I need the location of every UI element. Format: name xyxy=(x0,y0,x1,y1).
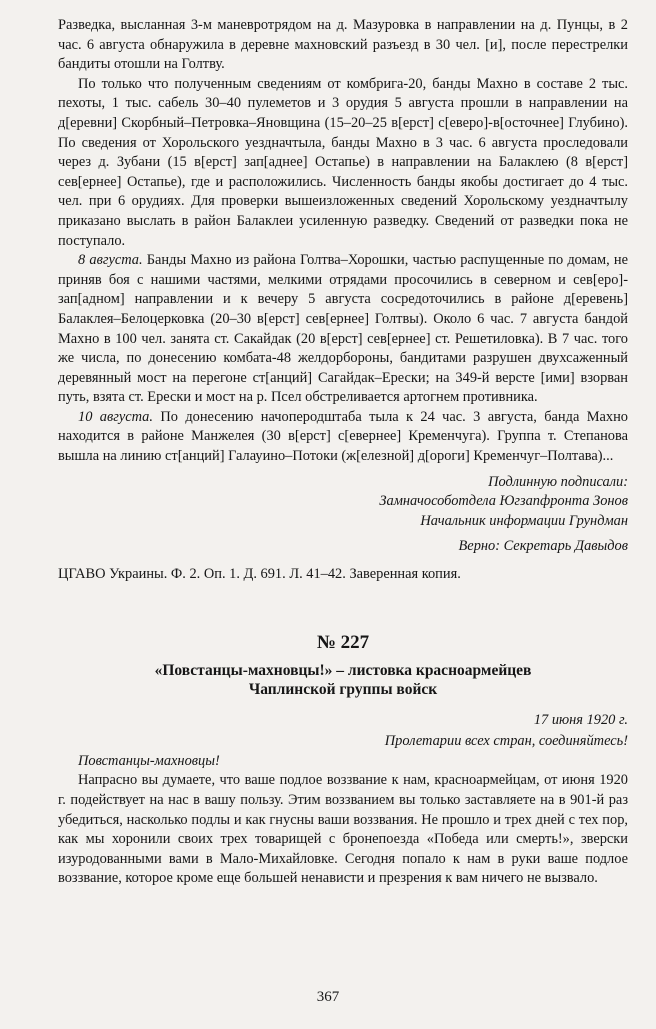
document-date: 17 июня 1920 г. xyxy=(533,711,628,728)
signature-zonov: Замначособотдела Югзапфронта Зонов xyxy=(379,493,628,510)
document-slogan: Пролетарии всех стран, соединяйтесь! xyxy=(384,733,628,750)
signature-verified: Верно: Секретарь Давыдов xyxy=(458,538,628,555)
archive-source: ЦГАВО Украины. Ф. 2. Оп. 1. Д. 691. Л. 41–42. Заверенная копия. xyxy=(58,566,461,583)
paragraph-aug8 xyxy=(58,251,628,408)
document-salutation: Повстанцы-махновцы! xyxy=(78,752,220,769)
text-aug8: Банды Махно из района Голтва–Хорошки, частью распущенные по домам, не приняв боя с нашими частями, мелкими отрядами просочились в северном и сев[еро]-зап[адном] направлении и к вечеру 5 августа сосредоточились в районе д[еревень] Балаклея–Белоцерковка (20–30 в[ерст] сев[ернее] Голтвы). Около 6 час. 7 августа бандой Махно в 100 чел. занята ст. Сакайдак (20 в[ерст] сев[ернее] ст. Решетиловка). В 7 час. того же числа, по донесению комбата-48 желдорбороны, бандитами разрушен двухсаженный деревянный мост на перегоне ст[анций] Сагайдак–Ерески; на 349-й версте [ими] взорван путь, взята ст. Ерески и мост на р. Псел обстреливается артогнем противника. xyxy=(58,252,628,406)
document-title-line2: Чаплинской группы войск xyxy=(248,680,438,698)
signature-grundman: Начальник информации Грундман xyxy=(420,512,628,529)
page-number: 367 xyxy=(316,989,340,1005)
date-aug10: 10 августа. xyxy=(78,408,153,425)
paragraph-kombrig-report: По только что полученным сведениям от комбрига-20, банды Махно в составе 2 тыс. пехоты, 1 тыс. сабель 30–40 пулеметов и 3 орудия 5 августа прошли в направлении на д[еревни] Скорбный–Петровка–Яновщина (15–20–25 в[ерст] с[еверо]-в[осточнее] Глубино). По сведения от Хорольского уездначтыла, банды Махно в 3 час. 6 августа проследовали через д. Зубани (15 в[ерст] зап[аднее] Остапье) в направлении на Балаклею (8 в[ерст] сев[ернее] Остапье), где и расположились. Численность банды якобы достигает до 4 тыс. чел. при 6 орудиях. Для проверки вышеизложенных сведений Хорольскому уездначтылу приказано выслать в район Балаклеи усиленную разведку. Сведений от разведки пока не поступало. xyxy=(58,75,628,249)
paragraph-reconnaissance: Разведка, высланная 3-м маневротрядом на д. Мазуровка в направлении на д. Пунцы, в 2 час. 6 августа обнаружила в деревне махновский разъезд в 30 чел. [и], после перестрелки бандиты отошли на Голтву. xyxy=(58,17,628,73)
text-aug10: По донесению начоперодштаба тыла к 24 час. 3 августа, банда Махно находится в районе Манжелея (30 в[ерст] с[евернее] Кременчуга). Группа т. Степанова вышла на линию ст[анций] Галауино–Потоки (ж[елезной] д[ороги] Кременчуг–Полтава)... xyxy=(58,408,628,465)
document-title-line1: «Повстанцы-махновцы!» – листовка красноармейцев xyxy=(154,661,532,679)
signatures-head: Подлинную подписали: xyxy=(488,473,628,490)
date-aug8: 8 августа. xyxy=(78,252,143,269)
document-page xyxy=(58,16,628,889)
document-body: Напрасно вы думаете, что ваше подлое воззвание к нам, красноармейцам, от июня 1920 г. подействует на нас в вашу пользу. Этим воззванием вы только заставляете на в 901-й раз убедиться, насколько подлы и как гнусны ваши воззвания. Не прошло и трех дней с тех пор, как мы хоронили своих трех товарищей с бронепоезда «Победа или смерть!», зверски изуродованными вами в Мало-Михайловке. Сегодня попало к нам в руки ваше подлое воззвание, которое кроме еще большей ненависти и презрения к вам ничего не вызвало. xyxy=(58,772,628,887)
document-number: № 227 xyxy=(316,631,370,653)
paragraph-aug10 xyxy=(58,408,628,467)
